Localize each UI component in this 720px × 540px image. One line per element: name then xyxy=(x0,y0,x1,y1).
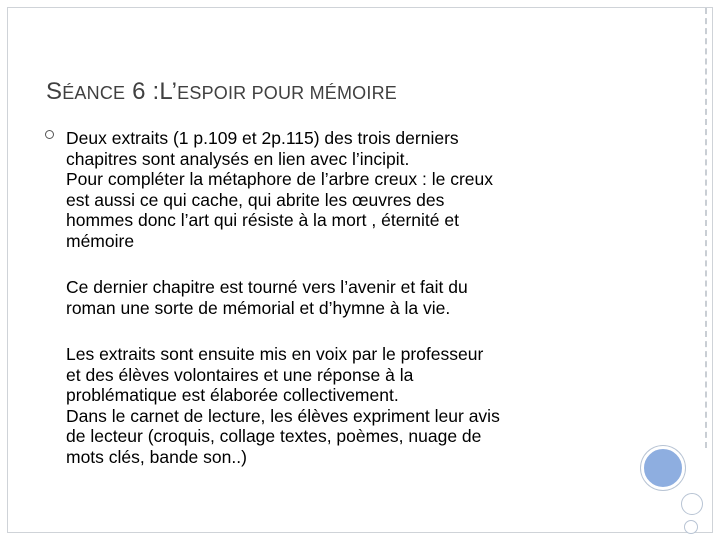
decorative-circle-small xyxy=(681,493,703,515)
title-first-letter: S xyxy=(46,78,63,105)
dashed-decoration-line xyxy=(705,8,707,448)
decorative-circle-large xyxy=(641,446,685,490)
paragraph-dernier-chapitre: Ce dernier chapitre est tourné vers l’avenir et fait du roman une sorte de mémorial et d’hymne à la vie. xyxy=(66,277,468,318)
slide-title xyxy=(46,78,397,106)
title-smallcaps-part-2: ESPOIR POUR MÉMOIRE xyxy=(177,83,397,103)
paragraph-extraits: Deux extraits (1 p.109 et 2p.115) des trois derniers chapitres sont analysés en lien avec l’incipit. Pour compléter la métaphore de l’arbre creux : le creux est aussi ce qui cache, qui abrite les œuvres des hommes donc l’art qui résiste à la mort , éternité et mémoire xyxy=(66,128,494,251)
paragraph-mise-en-voix: Les extraits sont ensuite mis en voix par le professeur et des élèves volontaires et une réponse à la problématique est élaborée collectivement. Dans le carnet de lecture, les élèves expriment leur avis de lecteur (croquis, collage textes, poèmes, nuage de mots clés, bande son..) xyxy=(66,344,500,467)
bullet-circle-icon xyxy=(45,130,54,139)
title-middle: 6 :L’ xyxy=(125,78,178,105)
slide-body xyxy=(66,128,626,467)
title-smallcaps-part-1: ÉANCE xyxy=(62,83,126,103)
decorative-circle-tiny xyxy=(684,520,698,534)
